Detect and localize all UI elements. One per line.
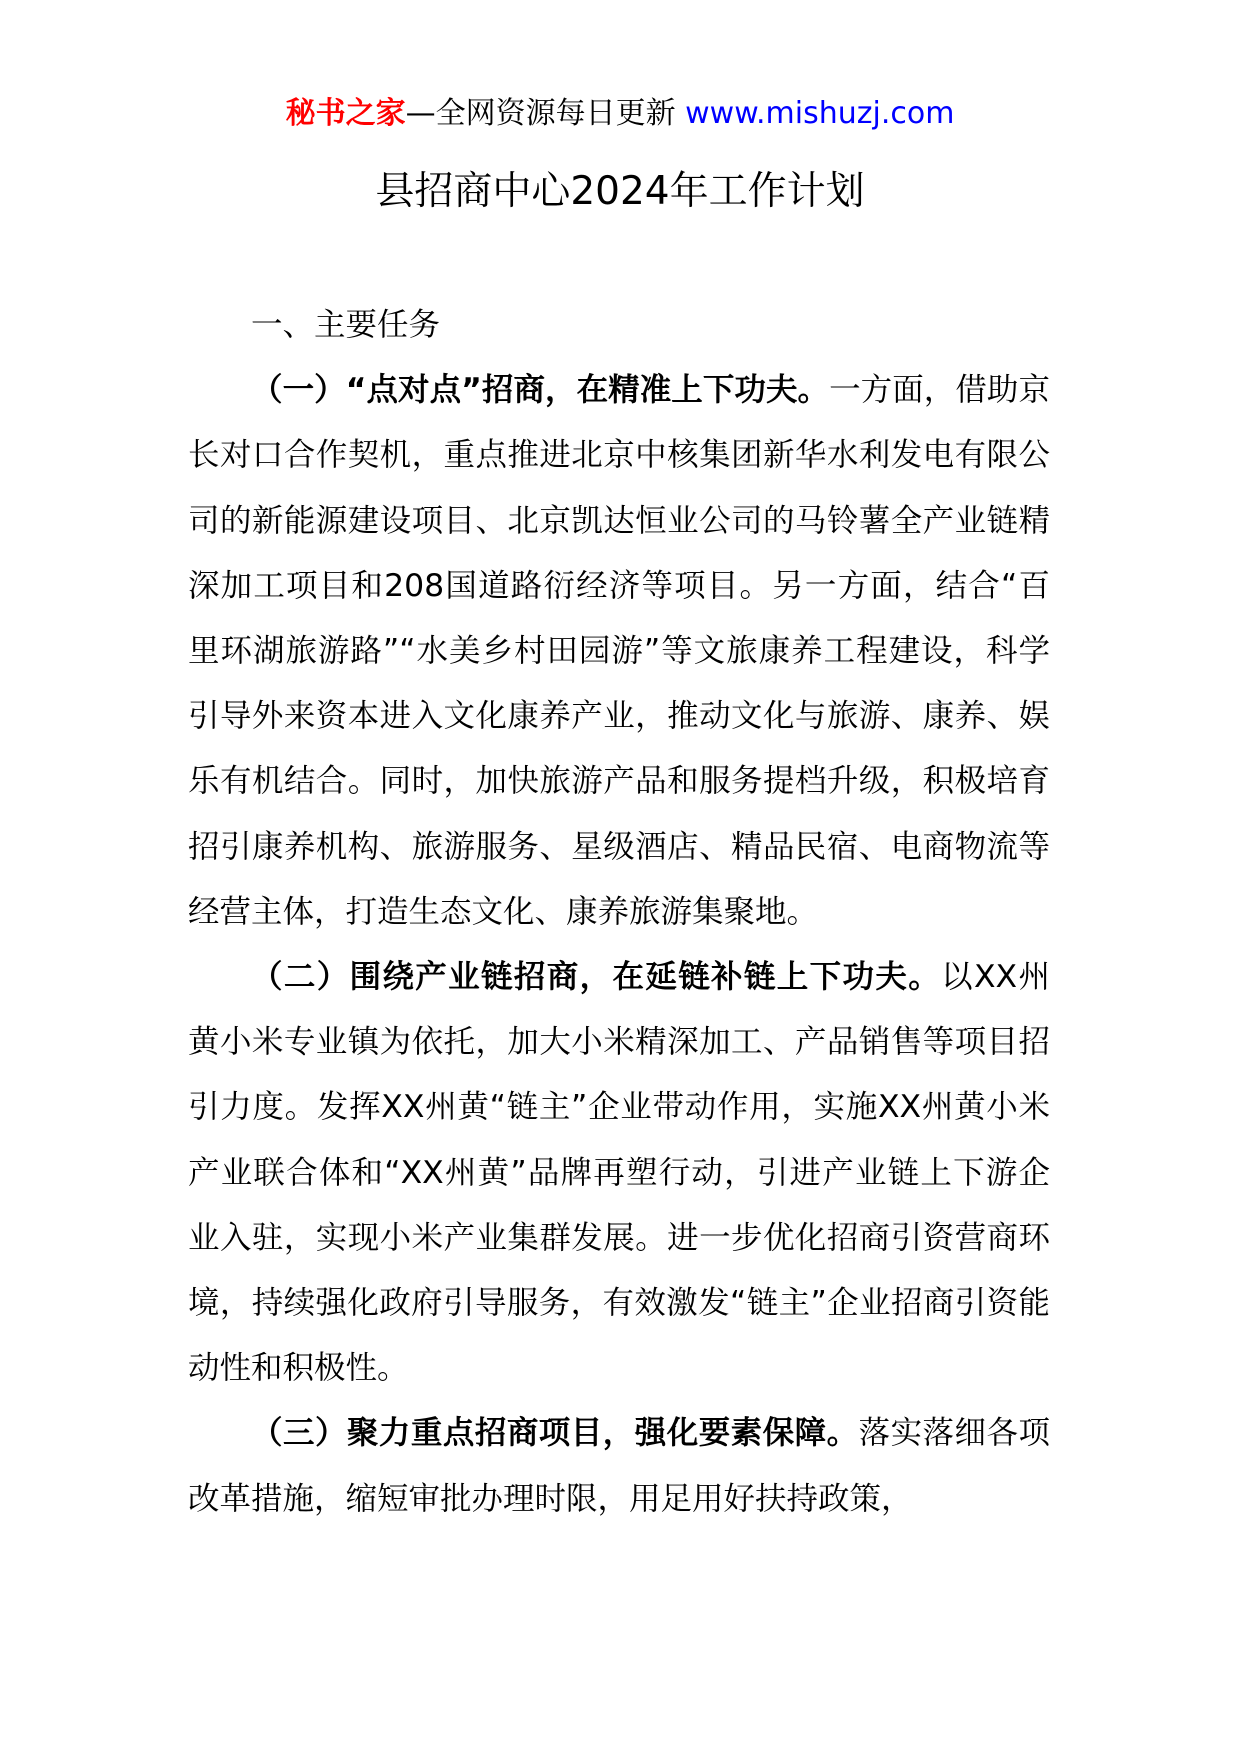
site-banner bbox=[0, 94, 1240, 134]
document-body bbox=[188, 293, 1050, 1532]
paragraph-2-heading: （二）围绕产业链招商，在延链补链上下功夫。 bbox=[251, 959, 942, 996]
section-heading: 一、主要任务 bbox=[251, 307, 441, 343]
paragraph-2-body: 以XX州黄小米专业镇为依托，加大小米精深加工、产品销售等项目招引力度。发挥XX州黄“链主”企业带动作用，实施XX州黄小米产业联合体和“XX州黄”品牌再塑行动，引进产业链上下游企业入驻，实现小米产业集群发展。进一步优化招商引资营商环境，持续强化政府引导服务，有效激发“链主”企业招商引资能动性和积极性。 bbox=[188, 959, 1050, 1387]
paragraph-3 bbox=[188, 1401, 1050, 1531]
site-url-link[interactable]: www.mishuzj.com bbox=[685, 96, 955, 131]
paragraph-1-body: 一方面，借助京长对口合作契机，重点推进北京中核集团新华水利发电有限公司的新能源建设项目、北京凯达恒业公司的马铃薯全产业链精深加工项目和208国道路衍经济等项目。另一方面，结合“百里环湖旅游路”“水美乡村田园游”等文旅康养工程建设，科学引导外来资本进入文化康养产业，推动文化与旅游、康养、娱乐有机结合。同时，加快旅游产品和服务提档升级，积极培育招引康养机构、旅游服务、星级酒店、精品民宿、电商物流等经营主体，打造生态文化、康养旅游集聚地。 bbox=[188, 372, 1050, 930]
paragraph-1-heading: （一）“点对点”招商，在精准上下功夫。 bbox=[251, 372, 830, 409]
paragraph-3-body: 落实落细各项改革措施，缩短审批办理时限，用足用好扶持政策， bbox=[188, 1415, 1050, 1517]
paragraph-3-heading: （三）聚力重点招商项目，强化要素保障。 bbox=[251, 1415, 859, 1452]
document-title: 县招商中心2024年工作计划 bbox=[375, 169, 865, 214]
paragraph-2 bbox=[188, 945, 1050, 1401]
site-brand: 秘书之家 bbox=[285, 96, 406, 131]
paragraph-1 bbox=[188, 358, 1050, 945]
site-tagline: —全网资源每日更新 bbox=[405, 96, 676, 131]
